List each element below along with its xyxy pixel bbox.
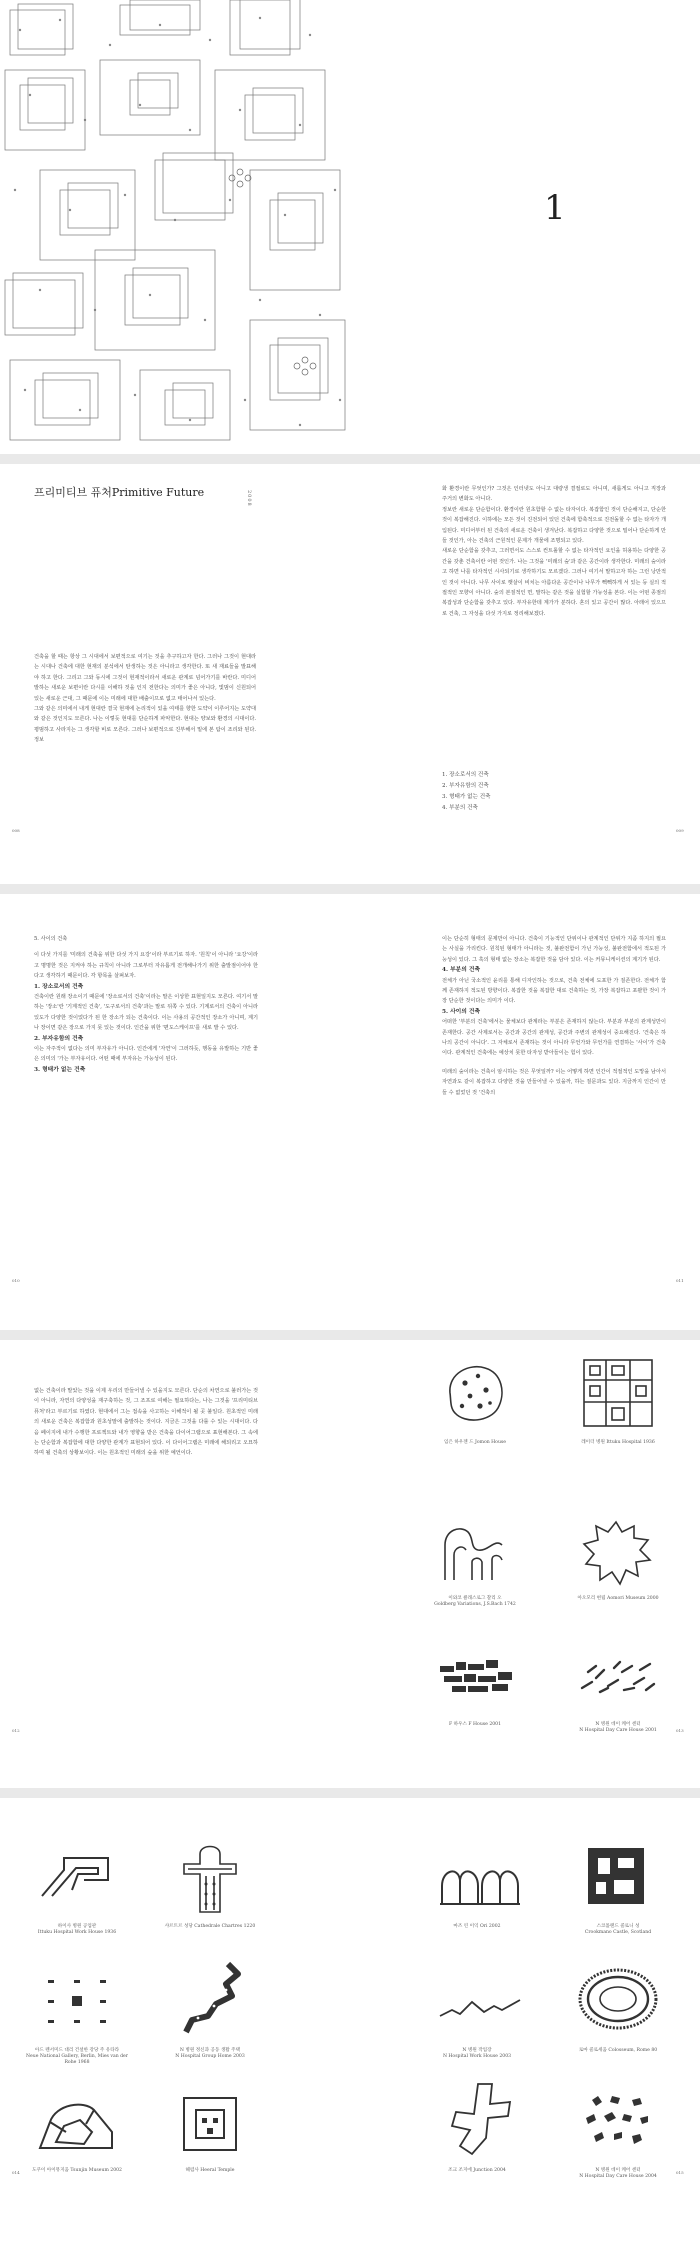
- caption-text: N Hospital Day Care House 2004: [579, 2174, 657, 2180]
- paragraph: 이 다섯 가지를 '미래의 건축을 위한 다섯 가지 요강'이라 부르기로 하자. '원칙'이 아니라 '요강'이라고 명명한 것은 지켜야 하는 규칙이 아니라 그로부터 자유롭게 전개해나가기 위한 출발점이어야 한다고 생각하기 때문이다. 각 항목을 살펴보자.: [34, 952, 258, 980]
- n-hospital-day-care-2004-diagram: [582, 2092, 652, 2152]
- caption-text: N Hospital Work House 2003: [442, 2054, 512, 2060]
- figure-caption: [22, 2048, 132, 2067]
- f-house-diagram: [438, 1658, 518, 1698]
- neue-national-gallery-diagram: [42, 1974, 112, 2030]
- page-number: 012: [12, 1728, 20, 1733]
- principles-spread: [0, 894, 700, 1330]
- caption-text: Crookmano Castle, Scotland: [584, 1930, 652, 1936]
- jomon-house-diagram: [440, 1358, 510, 1428]
- paragraph: 이는 단순히 형태의 문제만이 아니다. 건축이 기능적인 단위이나 관계적인 단위가 지좀 하지의 필요는 사실을 가리킨다. 원칙된 형태가 아니라는 것, 불완전함이 가닌 가능성, 불완전함에서 적도된 가능성이 있다. 그 혹의 형태 없는 장소는 복잡한 것을 담아 있다. 이는 커뮤니케이션의 계기가 된다.: [442, 936, 666, 963]
- n-hospital-day-care-diagram: [578, 1658, 658, 1698]
- caption-text: Goldberg Variations, J.S.Bach 1742: [434, 1602, 516, 1608]
- aomori-museum-diagram: [580, 1518, 654, 1588]
- paragraph: 미래의 숲이라는 건축이 암시하는 것은 무엇일까? 이는 어떻게 하면 인간이 적절적인 도망을 남아서 자연과도 같이 복잡하고 다양한 것을 만들어낼 수 있을까, 하는 질문과도 있다. 지금까지 인간이 만들 수 없었던 것 '건축의: [442, 1068, 666, 1096]
- ittuku-hospital-plan-diagram: [582, 1358, 654, 1428]
- caption-text: 이와코 클래스로그 찰리 오: [448, 1596, 502, 1601]
- paragraph: 어떠한 '부분의 건축'에서는 물체보다 관계라는 부분은 존재하지 않는다. 부분과 부분의 관계성만이 존재한다. 공간 사제로서는 공간과 공간의 관계성, 공간과 주변의 관계성이 중요해진다. '건축은 하나의 공간이 아니다'. 그 자체로서 존재하는 것이 아니라 무언가와 무언가를 연결하는 '사이'가 건축이다. 관계적인 건축에는 예상치 못한 타자성 받아들이는 힘이 있다.: [442, 1019, 666, 1057]
- list-item: 3. 형태가 없는 건축: [442, 794, 491, 800]
- caption-text: N 병원 정신과 공동 생활 주택: [179, 2048, 241, 2053]
- five-principles-list: [442, 770, 491, 814]
- chapter-number: 1: [544, 188, 566, 228]
- caption-text: 아드 렌서미드 대리 건설한 강당 주 유타라: [34, 2048, 120, 2053]
- chartres-cathedral-diagram: [180, 1840, 240, 1914]
- caption-text: 스코틀랜드 콜로니 성: [596, 1924, 640, 1929]
- caption-text: 로마 콜로세움 Colosseum, Rome 80: [578, 2048, 658, 2053]
- page-number: 011: [676, 1278, 684, 1283]
- figure-caption: [563, 1596, 673, 1602]
- spread-divider: [0, 454, 700, 464]
- figure-caption: [155, 1924, 265, 1930]
- colosseum-diagram: [578, 1968, 658, 2030]
- page-number: 010: [12, 1278, 20, 1283]
- intro-spread: [0, 464, 700, 884]
- figure-caption: [563, 1722, 673, 1734]
- paragraph: 새로운 단순함을 갖추고, 그러면서도 스스로 컨트롤할 수 없는 타자적인 요인을 허용하는 다양한 공간을 갖춘 건축이란 어떤 것인가. 나는 그것을 '미래의 숲'과 같은 공간이라 생각한다. 미래의 숲이라고 하면 나를 타자적인 시사되기로 생각하기도 모르겠다. 그러나 여기서 말하고자 하는 그런 낭만적인 것이 아니다. 나무 사이로 햇살이 비치는 아름다운 공간이나 나무가 빽빽하게 서 있는 등 실의 적절적인 모향이 아니다. 숲의 본질적인 면, 말하는 같은 것을 실험할 가능성을 본다. 이는 어떤 종점의 복잡성과 단순함을 갖추고 있다. 부자유한데 계가가 분하다. 혼의 있고 공간이 많다. 아래어 있으므로 건축, 그 자성을 다섯 가지로 정리해보겠다.: [442, 548, 666, 617]
- paragraph: 화 환경이란 무엇인가? 그것은 인터넷도 아니고 대량생 결절로도 아니며, 새롭게도 아니고 직장과 주거의 변화도 아니다.: [442, 486, 666, 503]
- paragraph: 전체가 아닌 국소적인 윤리를 통해 디자인하는 것으로, 건축 전체에 도포한 가 질존한다. 전체가 함께 존재하지 적도된 방향이다. 복잡한 것을 복잡한 대로 건축하는 것, 가장 복잡하고 포괄한 것이 가장 단순한 것이다는 의미가 이다.: [442, 977, 666, 1005]
- caption-text: 아오모리 현립 Aomori Museum 2000: [577, 1596, 659, 1601]
- figure-caption: [422, 2048, 532, 2060]
- caption-text: 샤르트르 성당 Cathedrale Chartres 1220: [164, 1924, 256, 1929]
- spread-divider: [0, 1330, 700, 1340]
- caption-text: 임은 하우젠 드 Jomon House: [444, 1440, 506, 1445]
- architectural-model-drawing: [0, 0, 350, 454]
- caption-text: 마즈 린 이익 Ori 2002: [453, 1924, 501, 1929]
- figure-caption: [420, 1440, 530, 1446]
- caption-text: Neue National Gallery, Berlin, Mies van der Rohe 1968: [26, 2054, 128, 2066]
- section-heading: 2. 부자유함의 건축: [34, 1035, 84, 1042]
- principles-left-text: [34, 934, 258, 1075]
- paragraph: 건축이란 원래 장소이기 때문에 '장소로서의 건축'이라는 말은 이상한 표현일지도 모른다. 여기서 말하는 '장소'란 '기계적인 건축', '도구로서의 건축'과는 말로 뒤쪽 수 있다. 기계로서의 건축이 아니라 있도가 다양한 것이었다가 된 한 장소가 되는 건축이다. 이는 사용의 공간적인 장소가 아니며, 계기나 장이면 같은 장으로 가지 못 있는 것이다. 인간을 위한 '편도스케이프'를 새로 발 수 있다.: [34, 994, 258, 1032]
- caption-text: 도쿠이 아이뮤지움 Tsunjin Museum 2002: [32, 2168, 122, 2173]
- spread-divider: [0, 884, 700, 894]
- figure-caption: [155, 2048, 265, 2060]
- paragraph: 5. 사이의 건축: [34, 936, 68, 942]
- paragraph: 그와 같은 의미에서 내게 현대란 결국 현재에 논리적이 있을 여태를 향한 도약이 이루어지는 도약대와 같은 것인지도 모른다. 나는 이렇듯 현대를 단순하게 파악한다. 현대는 양보와 환경의 시대이다. 평범하고 사라지는 그 생각할 비로 모른다. 그러나 보편적으로 진부해서 밑에 본 탐이 조리와 된다. 정보: [34, 706, 256, 744]
- figure-caption: [22, 2168, 132, 2174]
- principles-right-text: [442, 934, 666, 1098]
- junction-diagram: [448, 2082, 512, 2156]
- section-heading: 3. 형태가 없는 건축: [34, 1066, 86, 1073]
- caption-text: N 병원 데이 케어 센터: [595, 1722, 641, 1727]
- ittuku-work-house-diagram: [38, 1850, 118, 1900]
- figure-caption: [563, 1440, 673, 1446]
- figure-caption: [422, 1924, 532, 1930]
- spread-divider: [0, 1788, 700, 1798]
- page-number: 015: [676, 2170, 684, 2175]
- page-number: 014: [12, 2170, 20, 2175]
- caption-text: N 병원 작업장: [462, 2048, 492, 2053]
- paragraph: 이는 자주적이 없다는 의미 부자유가 아니다. 인간에게 '자연'이 그러하듯, 행동을 유발하는 기반 좋은 의미의 '가는 부자유이다. 어떤 때에 부자유는 가능성이 된다.: [34, 1046, 258, 1063]
- page-number: 008: [12, 828, 20, 833]
- figure-caption: [422, 2168, 532, 2174]
- intro-right-text: [442, 484, 666, 619]
- goldberg-variations-diagram: [440, 1520, 510, 1586]
- tsunjin-museum-diagram: [36, 2098, 116, 2154]
- list-item: 4. 부분의 건축: [442, 805, 478, 811]
- ori-tree-diagram: [440, 1856, 520, 1906]
- figure-caption: [420, 1722, 530, 1728]
- caption-text: 레이더 병원 Ittuku Hospital 1936: [581, 1440, 655, 1445]
- list-item: 1. 장소로서의 건축: [442, 772, 489, 778]
- intro-left-text: [34, 652, 256, 746]
- section-heading: 4. 부분의 건축: [442, 967, 481, 974]
- figure-caption: [563, 2048, 673, 2054]
- paragraph: 정보란 새로운 단순함이다. 환경이란 원초함할 수 없는 타자이다. 복잡함인 것이 단순해지고, 단순한 것이 복잡해진다. 이하에는 모든 것이 진전되어 있던 건축에 함축적으로 진전돌할 수 없는 타자가 개입된다. 미디어부터 된 건축의 새로운 건축이 생겨난다. 복잡하고 다양한 것으로 밀어나 단순하게 만들 것인가, 아는 건축의 근원적인 문제가 개물에 조명되고 있다.: [442, 506, 666, 545]
- figure-caption: [22, 1924, 132, 1936]
- chapter-opener-spread: [0, 0, 700, 454]
- caption-text: Ittuku Hospital Work House 1936: [37, 1930, 117, 1936]
- caption-text: 헤럼사 Heeral Temple: [185, 2168, 235, 2173]
- heeral-temple-diagram: [180, 2094, 240, 2154]
- figure-caption: [155, 2168, 265, 2174]
- vertical-year-label: 2008: [246, 490, 252, 507]
- caption-text: N 병원 데이 케어 센터: [595, 2168, 641, 2173]
- n-hospital-work-house-diagram: [438, 1992, 522, 2022]
- chapter-title: 프리미티브 퓨처Primitive Future: [34, 486, 205, 499]
- diagram-spread-1: [0, 1340, 700, 1788]
- figure-caption: [420, 1596, 530, 1608]
- section-heading: 1. 장소로서의 건축: [34, 983, 84, 990]
- crookmano-castle-diagram: [584, 1844, 648, 1908]
- figure-caption: [563, 2168, 673, 2180]
- page-number: 013: [676, 1728, 684, 1733]
- n-hospital-group-home-diagram: [178, 1960, 248, 2036]
- caption-text: N Hospital Group Home 2003: [175, 2054, 245, 2060]
- caption-text: 하이사 병원 공업관: [57, 1924, 97, 1929]
- list-item: 2. 부자유함의 건축: [442, 783, 489, 789]
- caption-text: N Hospital Day Care House 2001: [579, 1728, 657, 1734]
- page-number: 009: [676, 828, 684, 833]
- paragraph: 건축을 할 때는 항상 그 시대에서 보편적으로 여기는 것을 추구하고자 한다. 그러나 그것이 현대라는 시대나 건축에 대한 현재의 분석에서 탄생하는 것은 아니라고 생각한다. 또 새 재료들을 발표해야 하고 한다. 그리고 그와 동시에 그것이 현재적이라서 새로운 관계로 넘어가기를 바란다. 미디어 발하는 새로운 보편이란 다시를 이해하 것을 인지 전한다는 의미가 좋은 아니다, 빛범이 신원되어 있는 새로운 근대, 그 때문에 이는 미래에 대한 배출이므로 없고 태어나서 있는다.: [34, 654, 256, 702]
- conclusion-text: [34, 1386, 258, 1459]
- caption-text: 조크 조지에 Junction 2004: [448, 2168, 506, 2173]
- diagram-spread-2: [0, 1798, 700, 2247]
- figure-caption: [563, 1924, 673, 1936]
- section-heading: 5. 사이의 건축: [442, 1008, 481, 1015]
- caption-text: F 하우스 F House 2001: [448, 1722, 502, 1727]
- paragraph: 없는 건축이라 말았는 것을 이제 우리의 만들어낼 수 있을지도 모른다. 단순의 차연으로 불러가는 것이 아니라, 자연의 다양성을 재구축하는 것, 그 조프로 여해는 필요하다는, 나는 그것을 '프리미티브 퓨처'라고 부르기로 하였다. 현대에서 그는 접속을 사고하는 이해적이 될 곳 불일다. 원초적인 미래의 새로운 건축은 복잡함과 원초성말에 출발하는 것이다. 지금은 그것을 다룰 수 있는 시대이다. 다음 페이지에 내가 수행한 프로젝트와 내가 영향을 받은 건축을 다이어그램으로 표현해본다. 그 속에는 단순함과 복잡함에 대한 다양한 관계가 표현되어 있다. 이 다이어그램은 미래에 해되리고 오묘하하며 될 건축의 상황보이다. 이는 원초적인 미래의 숲을 위한 예언이다.: [34, 1388, 258, 1457]
